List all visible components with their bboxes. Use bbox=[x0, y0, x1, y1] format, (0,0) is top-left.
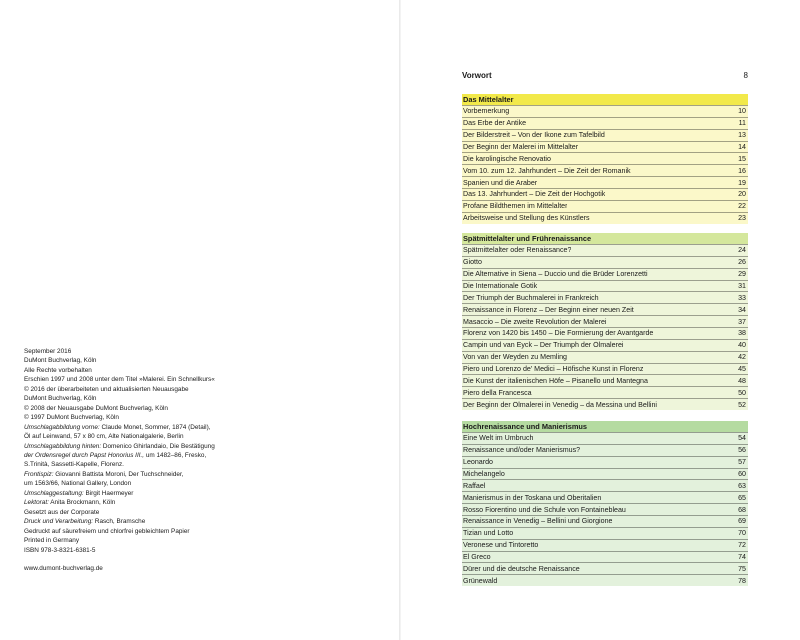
imprint-text: ISBN 978-3-8321-6381-5 bbox=[24, 546, 96, 554]
publisher-url: www.dumont-buchverlag.de bbox=[24, 565, 103, 573]
toc-entry-title: Grünewald bbox=[463, 576, 498, 585]
imprint-label: Umschlagabbildung hinten: bbox=[24, 442, 102, 450]
toc-entry-title: Florenz von 1420 bis 1450 – Die Formierung der Avantgarde bbox=[463, 329, 654, 338]
toc-entry-title: Piero della Francesca bbox=[463, 388, 532, 397]
toc-entry-title: Vorbemerkung bbox=[463, 107, 510, 116]
toc-entry[interactable] bbox=[462, 327, 748, 339]
toc-entry[interactable] bbox=[462, 268, 748, 280]
toc-entry[interactable] bbox=[462, 129, 748, 141]
toc-entry[interactable] bbox=[462, 141, 748, 153]
toc-entry[interactable] bbox=[462, 188, 748, 200]
toc-entry[interactable] bbox=[462, 363, 748, 375]
toc-entry[interactable] bbox=[462, 479, 748, 491]
imprint-line bbox=[24, 432, 264, 441]
toc-entry-title: Der Triumph der Buchmalerei in Frankreich bbox=[463, 293, 599, 302]
imprint-line bbox=[24, 517, 264, 526]
section-heading: Hochrenaissance und Manierismus bbox=[462, 421, 748, 432]
imprint-label: Umschlagabbildung vorne: bbox=[24, 423, 100, 431]
toc-entry-page: 26 bbox=[738, 258, 746, 267]
toc-entry-title: Manierismus in der Toskana und Oberitalien bbox=[463, 493, 602, 502]
toc-entry-page: 14 bbox=[738, 143, 746, 151]
toc-entry-title: Die Alternative in Siena – Duccio und die Brüder Lorenzetti bbox=[463, 270, 648, 279]
toc-entry-title: Spätmittelalter oder Renaissance? bbox=[463, 246, 572, 255]
toc-entry-title: Renaissance in Venedig – Bellini und Giorgione bbox=[463, 517, 613, 526]
imprint-line bbox=[24, 470, 264, 479]
imprint-line bbox=[24, 527, 264, 536]
toc-entry-title: Das Erbe der Antike bbox=[463, 119, 527, 128]
imprint-line bbox=[24, 498, 264, 507]
toc-entry-page: 13 bbox=[738, 131, 746, 140]
toc-entry[interactable] bbox=[462, 456, 748, 468]
toc-entry[interactable] bbox=[462, 105, 748, 117]
toc-entry-page: 54 bbox=[738, 434, 746, 443]
toc-entry-page: 15 bbox=[738, 154, 746, 163]
toc-entry[interactable] bbox=[462, 574, 748, 586]
toc-entry-page: 24 bbox=[738, 246, 746, 255]
toc-entry[interactable] bbox=[462, 117, 748, 129]
toc-entry-title: Rosso Fiorentino und die Schule von Fontainebleau bbox=[463, 505, 626, 514]
imprint-text: Anita Brockmann, Köln bbox=[48, 499, 116, 507]
toc-entry-page: 33 bbox=[738, 293, 746, 302]
imprint-line bbox=[24, 479, 264, 488]
toc-entry[interactable] bbox=[462, 351, 748, 363]
toc-entry[interactable] bbox=[462, 291, 748, 303]
imprint-text: © 2016 der überarbeiteten und aktualisierten Neuausgabe bbox=[24, 385, 189, 393]
toc-entry[interactable] bbox=[462, 374, 748, 386]
toc-entry[interactable] bbox=[462, 491, 748, 503]
toc-entry-page: 74 bbox=[738, 553, 746, 562]
toc-entry-title: Renaissance in Florenz – Der Beginn einer neuen Zeit bbox=[463, 305, 634, 314]
toc-section bbox=[462, 421, 748, 586]
toc-entry-title: Piero und Lorenzo de' Medici – Höfische Kunst in Florenz bbox=[463, 365, 644, 374]
imprint-text: Alle Rechte vorbehalten bbox=[24, 366, 92, 374]
imprint-text: Giovanni Battista Moroni, Der Tuchschneider, bbox=[53, 470, 184, 478]
toc-entry[interactable] bbox=[462, 444, 748, 456]
toc-entry[interactable] bbox=[462, 398, 748, 410]
toc-entry[interactable] bbox=[462, 212, 748, 224]
toc-entry[interactable] bbox=[462, 551, 748, 563]
imprint-label: Lektorat: bbox=[24, 499, 49, 507]
section-heading: Spätmittelalter und Frührenaissance bbox=[462, 233, 748, 244]
imprint-line bbox=[24, 413, 264, 422]
imprint-text: um 1563/66, National Gallery, London bbox=[24, 480, 132, 488]
imprint-text: Gesetzt aus der Corporate bbox=[24, 508, 100, 516]
toc-entry-title: Giotto bbox=[463, 258, 482, 267]
toc-entry[interactable] bbox=[462, 280, 748, 292]
toc-entry-title: Von van der Weyden zu Memling bbox=[463, 353, 567, 362]
imprint-line bbox=[24, 489, 264, 498]
imprint-line bbox=[24, 394, 264, 403]
imprint-label: der Ordensregel durch Papst Honorius III., bbox=[24, 451, 145, 459]
toc-entry-title: Leonardo bbox=[463, 458, 493, 467]
toc-entry-page: 40 bbox=[738, 341, 746, 350]
toc-entry-page: 22 bbox=[738, 202, 746, 211]
toc-entry[interactable] bbox=[462, 515, 748, 527]
toc-entry-page: 10 bbox=[738, 107, 746, 116]
toc-entry-title: Masaccio – Die zweite Revolution der Malerei bbox=[463, 317, 607, 326]
toc-entry[interactable] bbox=[462, 539, 748, 551]
toc-entry-page: 45 bbox=[738, 365, 746, 374]
imprint-line bbox=[24, 451, 264, 460]
imprint-text: Domenico Ghirlandaio, Die Bestätigung bbox=[101, 442, 215, 450]
toc-entry[interactable] bbox=[462, 468, 748, 480]
toc-entry-title: Veronese und Tintoretto bbox=[463, 541, 539, 550]
toc-entry-page: 78 bbox=[738, 576, 746, 585]
toc-entry[interactable] bbox=[462, 164, 748, 176]
imprint-line bbox=[24, 423, 264, 432]
imprint-line bbox=[24, 546, 264, 555]
imprint-text: DuMont Buchverlag, Köln bbox=[24, 357, 97, 365]
toc-entry-page: 70 bbox=[738, 529, 746, 538]
imprint-block bbox=[24, 347, 264, 574]
imprint-line bbox=[24, 536, 264, 545]
toc-entry[interactable] bbox=[462, 176, 748, 188]
toc-entry[interactable] bbox=[462, 256, 748, 268]
toc-entry-page: 42 bbox=[738, 353, 746, 362]
imprint-text: Claude Monet, Sommer, 1874 (Detail), bbox=[99, 423, 211, 431]
toc-entry-title: Profane Bildthemen im Mittelalter bbox=[463, 202, 568, 211]
toc-entry-title: Arbeitsweise und Stellung des Künstlers bbox=[463, 214, 590, 223]
toc-entry-page: 75 bbox=[738, 564, 746, 573]
imprint-line bbox=[24, 375, 264, 384]
toc-entry[interactable] bbox=[462, 200, 748, 212]
imprint-text: Rasch, Bramsche bbox=[93, 518, 146, 526]
book-gutter bbox=[399, 0, 401, 640]
toc-entry-title: El Greco bbox=[463, 553, 491, 562]
toc-entry-page: 63 bbox=[738, 481, 746, 490]
toc-entry-title: Das 13. Jahrhundert – Die Zeit der Hochgotik bbox=[463, 190, 606, 199]
toc-entry-page: 34 bbox=[738, 305, 746, 314]
toc-entry-page: 38 bbox=[738, 329, 746, 338]
toc-entry-page: 56 bbox=[738, 446, 746, 455]
foreword-title: Vorwort bbox=[462, 70, 492, 80]
toc-entry-title: Raffael bbox=[463, 481, 486, 490]
toc-entry[interactable] bbox=[462, 339, 748, 351]
toc-entry-page: 60 bbox=[738, 470, 746, 478]
imprint-text: © 1997 DuMont Buchverlag, Köln bbox=[24, 414, 119, 422]
toc-entry-title: Tizian und Lotto bbox=[463, 529, 514, 538]
imprint-label: Druck und Verarbeitung: bbox=[24, 518, 94, 526]
imprint-line bbox=[24, 508, 264, 517]
toc-entry-title: Dürer und die deutsche Renaissance bbox=[463, 564, 580, 573]
section-heading: Das Mittelalter bbox=[462, 94, 748, 105]
toc-entry-page: 23 bbox=[738, 214, 746, 223]
toc-entry-title: Michelangelo bbox=[463, 470, 505, 478]
imprint-line bbox=[24, 404, 264, 413]
imprint-text: S.Trinità, Sassetti-Kapelle, Florenz. bbox=[24, 461, 124, 469]
toc-entry-title: Der Beginn der Ölmalerei in Venedig – da Messina und Bellini bbox=[463, 400, 658, 409]
toc-entry-page: 72 bbox=[738, 541, 746, 550]
toc-entry[interactable] bbox=[462, 432, 748, 444]
imprint-line bbox=[24, 385, 264, 394]
imprint-label: Frontispiz: bbox=[24, 470, 54, 478]
toc-entry-title: Die Internationale Gotik bbox=[463, 282, 538, 290]
toc-entry-title: Vom 10. zum 12. Jahrhundert – Die Zeit der Romanik bbox=[463, 166, 631, 175]
toc-entry[interactable] bbox=[462, 315, 748, 327]
toc-entry-page: 19 bbox=[738, 178, 746, 187]
toc-entry[interactable] bbox=[462, 244, 748, 256]
imprint-text: um 1482–86, Fresko, bbox=[144, 451, 207, 459]
toc-entry-title: Der Bilderstreit – Von der Ikone zum Tafelbild bbox=[463, 131, 605, 140]
toc-entry[interactable] bbox=[462, 562, 748, 574]
toc-entry-page: 37 bbox=[738, 317, 746, 326]
imprint-text: Öl auf Leinwand, 57 x 80 cm, Alte Nationalgalerie, Berlin bbox=[24, 433, 184, 441]
imprint-text: Printed in Germany bbox=[24, 537, 80, 545]
table-of-contents bbox=[462, 69, 748, 585]
toc-entry-title: Campin und van Eyck – Der Triumph der Ölmalerei bbox=[463, 341, 624, 350]
toc-entry[interactable] bbox=[462, 503, 748, 515]
imprint-line bbox=[24, 442, 264, 451]
toc-entry-title: Die karolingische Renovatio bbox=[463, 154, 551, 163]
toc-entry-page: 16 bbox=[738, 166, 746, 175]
toc-entry[interactable] bbox=[462, 303, 748, 315]
toc-entry-title: Renaissance und/oder Manierismus? bbox=[463, 446, 581, 455]
toc-section bbox=[462, 94, 748, 224]
imprint-text: DuMont Buchverlag, Köln bbox=[24, 395, 97, 403]
imprint-text: Birgit Haermeyer bbox=[83, 489, 134, 497]
imprint-text: Gedruckt auf säurefreiem und chlorfrei gebleichtem Papier bbox=[24, 527, 190, 535]
toc-entry[interactable] bbox=[462, 527, 748, 539]
toc-entry-title: Der Beginn der Malerei im Mittelalter bbox=[463, 143, 579, 151]
toc-entry-page: 50 bbox=[738, 388, 746, 397]
toc-entry-page: 20 bbox=[738, 190, 746, 199]
imprint-text: © 2008 der Neuausgabe DuMont Buchverlag, Köln bbox=[24, 404, 168, 412]
toc-entry-title: Die Kunst der italienischen Höfe – Pisanello und Mantegna bbox=[463, 376, 648, 385]
toc-entry-page: 57 bbox=[738, 458, 746, 467]
toc-entry-page: 11 bbox=[738, 119, 746, 128]
imprint-line bbox=[24, 356, 264, 365]
imprint-line bbox=[24, 366, 264, 375]
toc-foreword bbox=[462, 69, 748, 81]
toc-entry-page: 69 bbox=[738, 517, 746, 526]
toc-entry-title: Eine Welt im Umbruch bbox=[463, 434, 534, 443]
toc-entry-page: 29 bbox=[738, 270, 746, 279]
toc-entry-title: Spanien und die Araber bbox=[463, 178, 538, 187]
toc-entry-page: 68 bbox=[738, 505, 746, 514]
imprint-label: Umschlaggestaltung: bbox=[24, 489, 84, 497]
toc-entry-page: 65 bbox=[738, 493, 746, 502]
toc-entry-page: 52 bbox=[738, 400, 746, 409]
imprint-text: Erschien 1997 und 2008 unter dem Titel »Malerei. Ein Schnellkurs« bbox=[24, 376, 215, 384]
toc-section bbox=[462, 233, 748, 410]
foreword-page: 8 bbox=[743, 70, 748, 80]
toc-entry-page: 48 bbox=[738, 376, 746, 385]
imprint-text: September 2016 bbox=[24, 348, 72, 355]
toc-entry-page: 31 bbox=[738, 282, 746, 290]
imprint-line bbox=[24, 347, 264, 356]
toc-entry[interactable] bbox=[462, 152, 748, 164]
toc-entry[interactable] bbox=[462, 386, 748, 398]
imprint-line bbox=[24, 460, 264, 469]
